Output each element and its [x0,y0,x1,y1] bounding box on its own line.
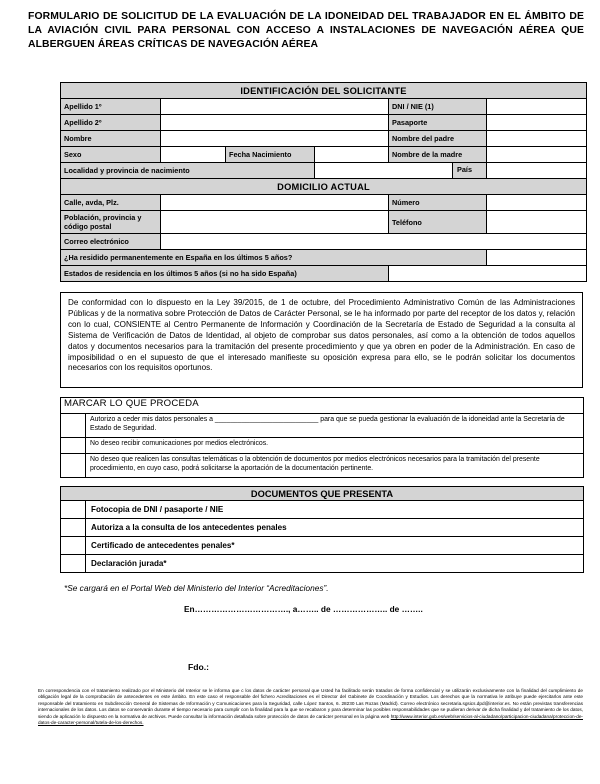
sexo-field[interactable] [161,147,226,163]
poblacion-field[interactable] [161,211,389,234]
estados-field[interactable] [389,266,587,282]
applicant-table [60,82,587,282]
signature-label: Fdo.: [188,662,209,672]
document-item: Fotocopia de DNI / pasaporte / NIE [86,501,584,519]
document-checkbox[interactable] [61,519,86,537]
option-authorize-label: Autorizo a ceder mis datos personales a ___________________________ para que se pueda gestionar la evaluación de la idoneidad ante la Secretaría de Estado de Seguridad. [86,414,584,438]
poblacion-label: Población, provincia y código postal [61,211,161,234]
marcar-header: MARCAR LO QUE PROCEDA [61,398,584,414]
apellido1-label: Apellido 1º [61,99,161,115]
pasaporte-field[interactable] [487,115,587,131]
document-checkbox[interactable] [61,555,86,573]
dni-label: DNI / NIE (1) [389,99,487,115]
localidad-field[interactable] [315,163,487,179]
option-no-consultas-label: No deseo que realicen las consultas telemáticas o la obtención de documentos por medios electrónicos necesarios para la tramitación del presente procedimiento, en cuyo caso, podrá solicitarse la aportación de la documentación pertinente. [86,454,584,478]
option-no-comunicaciones-label: No deseo recibir comunicaciones por medios electrónicos. [86,438,584,454]
apellido2-field[interactable] [161,115,389,131]
nombre-madre-label: Nombre de la madre [389,147,487,163]
consent-legal-text: De conformidad con lo dispuesto en la Ley 39/2015, de 1 de octubre, del Procedimiento Administrativo Común de las Administraciones Públicas y de la normativa sobre Protección de Datos de Carácter Personal, se le ha informado por parte del receptor de los datos y, relación con lo cual, CONSIENTE al Centro Permanente de Información y Coordinación de la Secretaría de Estado de Seguridad a la consulta al Sistema de Verificación de Datos de Identidad, al objeto de comprobar sus datos personales, así como a la obtención de todos aquellos datos y documentos necesarios para la tramitación del presente procedimiento y que ya obren en poder de la Administración. En caso de imposibilidad o en el supuesto de que el interesado manifieste su oposición expresa para ello, se le podrán solicitar los documentos necesarios con los requisitos oportunos. [60,292,583,388]
pasaporte-label: Pasaporte [389,115,487,131]
form-title: FORMULARIO DE SOLICITUD DE LA EVALUACIÓN DE LA IDONEIDAD DEL TRABAJADOR EN EL ÁMBITO DE LA AVIACIÓN CIVIL PARA PERSONAL CON ACCESO A INSTALACIONES DE NAVEGACIÓN AÉREA QUE ALBERGUEN ÁREAS CRÍTICAS DE NAVEGACIÓN AÉREA [28,11,584,50]
nombre-padre-label: Nombre del padre [389,131,487,147]
document-item: Certificado de antecedentes penales* [86,537,584,555]
option-checkbox[interactable] [61,454,86,478]
telefono-label: Teléfono [389,211,487,234]
residido-label: ¿Ha residido permanentemente en España en los últimos 5 años? [61,250,487,266]
numero-field[interactable] [487,195,587,211]
correo-label: Correo electrónico [61,234,161,250]
documentos-header: DOCUMENTOS QUE PRESENTA [61,487,584,501]
nombre-label: Nombre [61,131,161,147]
nombre-madre-field[interactable] [487,147,587,163]
pais-field[interactable] [487,163,587,179]
pais-label: País [452,163,486,179]
numero-label: Número [389,195,487,211]
place-date-line[interactable]: En……………………………., a…….. de ……………….. de …….. [184,604,423,614]
dni-field[interactable] [487,99,587,115]
calle-label: Calle, avda, Plz. [61,195,161,211]
sexo-label: Sexo [61,147,161,163]
options-table [60,397,584,478]
footer-text: En correspondencia con el tratamiento realizado por el Ministerio del Interior se le informa que c los datos de carácter personal que Usted ha facilitado serán tratados de forma confidencial y se utilizarán exclusivamente con la finalidad del cumplimiento de obligación legal de la comprobación de antecedentes en este ámbito. En este caso el responsable del fichero Acreditaciones es el Director del Gabinete de Coordinación y Estudios. Los derechos que la normativa le atribuye puede ejercitarlos ante este responsable del tratamiento en Subdirección General de Sistemas de Información y Comunicaciones para la Seguridad, calle López Santos, 6. 28230 Las Rozas (Madrid). Correo electrónico secretaria.sgsics.dpd@interior.es. No están previstas transferencias internacionales de los datos. Los datos se conservarán durante el tiempo necesario para cumplir con la finalidad para la que se recabaron y para determinar las posibles responsabilidades que se pudieran derivar de dicha finalidad y del tratamiento de los datos, siendo de aplicación lo dispuesto en la normativa de archivos. Puede consultar la información detallada sobre protección de datos de carácter personal en la página web [38,688,583,719]
portal-note: *Se cargará en el Portal Web del Ministerio del Interior “Acreditaciones”. [64,583,329,593]
footer-link[interactable]: http://www.interior.gob.es/web/servicios-al-ciudadano/participacion-ciudadana/proteccion-de-datos-de-caracter-personal/tutela-de-los-derechos. [38,713,583,726]
domicilio-header: DOMICILIO ACTUAL [61,179,587,195]
document-checkbox[interactable] [61,537,86,555]
fecha-nacimiento-field[interactable] [315,147,389,163]
residido-field[interactable] [487,250,587,266]
telefono-field[interactable] [487,211,587,234]
nombre-field[interactable] [161,131,389,147]
correo-field[interactable] [161,234,587,250]
nombre-padre-field[interactable] [487,131,587,147]
calle-field[interactable] [161,195,389,211]
estados-label: Estados de residencia en los últimos 5 años (si no ha sido España) [61,266,389,282]
documents-table [60,486,584,573]
privacy-footer [38,688,583,726]
document-item: Autoriza a la consulta de los antecedentes penales [86,519,584,537]
document-item: Declaración jurada* [86,555,584,573]
apellido1-field[interactable] [161,99,389,115]
option-checkbox[interactable] [61,438,86,454]
identificacion-header: IDENTIFICACIÓN DEL SOLICITANTE [61,83,587,99]
document-checkbox[interactable] [61,501,86,519]
localidad-label: Localidad y provincia de nacimiento [61,163,315,179]
apellido2-label: Apellido 2º [61,115,161,131]
fecha-nacimiento-label: Fecha Nacimiento [226,147,315,163]
option-checkbox[interactable] [61,414,86,438]
